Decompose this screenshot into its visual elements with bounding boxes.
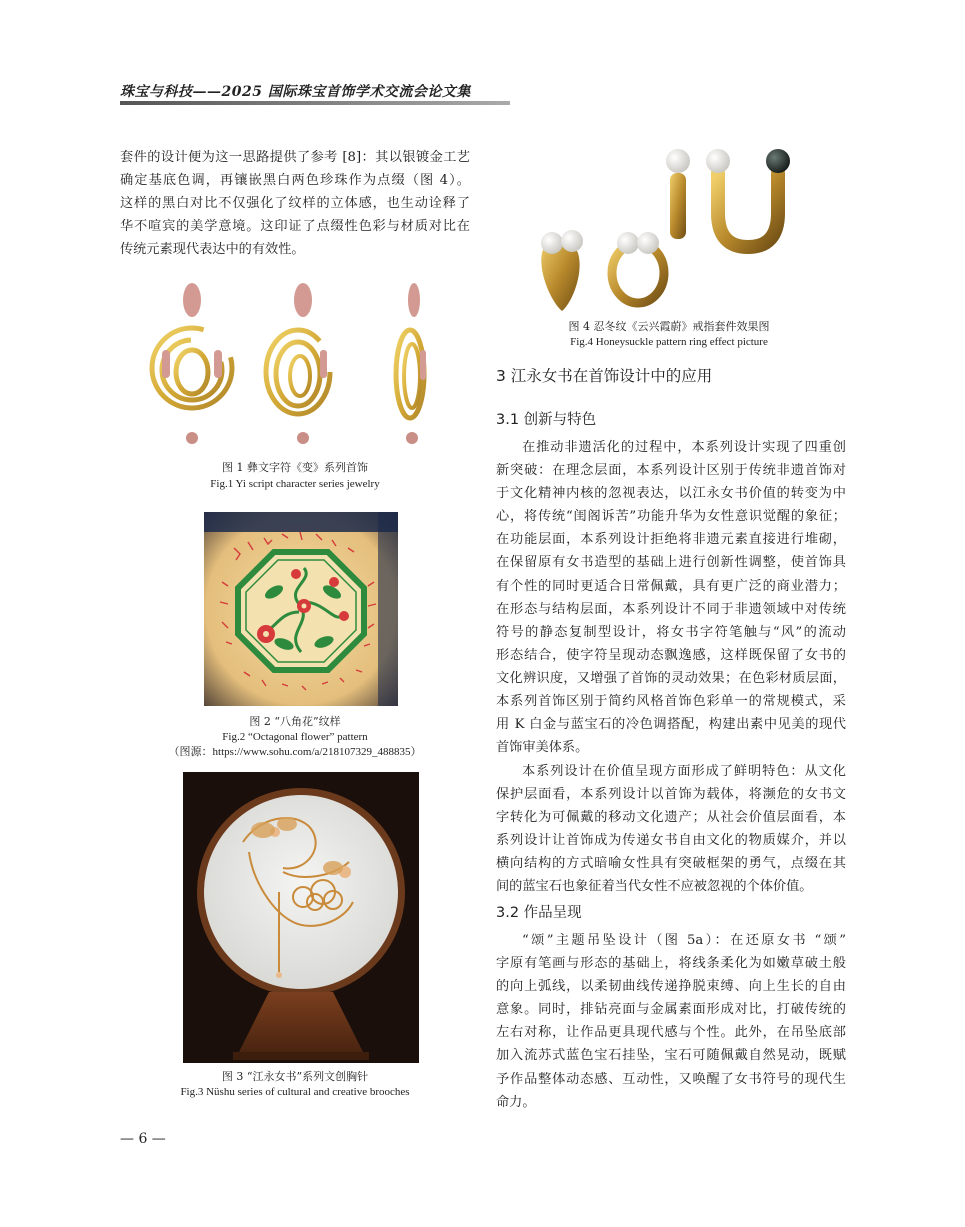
text-line: 命力。 [496, 1094, 536, 1110]
text-line: 加入流苏式蓝色宝石挂坠，宝石可随佩戴自然晃动，既赋 [496, 1048, 846, 1064]
octagonal-flower-illustration [204, 512, 398, 706]
text-line: 予作品整体动态感、互动性，又唤醒了女书符号的现代生 [496, 1071, 846, 1087]
figure-2-caption-en: Fig.2 “Octagonal flower” pattern [222, 731, 368, 743]
text-line: 字转化为可佩戴的移动文化遗产；从社会价值层面看，本 [496, 810, 846, 826]
figure-4-caption-en: Fig.4 Honeysuckle pattern ring effect picture [570, 336, 768, 348]
running-header-text: 珠宝与科技——2025 国际珠宝首饰学术交流会论文集 [120, 84, 471, 100]
text-line: 符号的静态复制型设计，将女书字符笔触与“风”的流动 [496, 624, 846, 640]
text-line: 间的蓝宝石也象征着当代女性不应被忽视的个体价值。 [496, 879, 813, 895]
text-line: 保护层面看，本系列设计以首饰为载体，将濒危的女书文 [496, 787, 846, 803]
text-line: 在功能层面，本系列设计拒绝将非遗元素直接进行堆砌， [496, 532, 846, 548]
text-line: 新突破：在理念层面，本系列设计区别于传统非遗首饰对 [496, 463, 846, 479]
text-line: 套件的设计便为这一思路提供了参考 [8]：其以银镀金工艺 [120, 150, 470, 165]
text-line: 横向结构的方式暗喻女性具有突破框架的勇气，点缀在其 [496, 856, 846, 872]
subsection-3-1-title: 3.1 创新与特色 [496, 412, 597, 428]
figure-2-caption-cn: 图 2 “八角花”纹样 [249, 715, 341, 728]
figure-1-caption-cn: 图 1 彝文字符《变》系列首饰 [222, 461, 368, 474]
text-line: 华不喧宾的美学意境。这印证了点缀性色彩与材质对比在 [120, 219, 470, 235]
figure-2-source: （图源：https://www.sohu.com/a/218107329_488835） [168, 746, 422, 758]
text-line: 传统元素现代表达中的有效性。 [120, 242, 305, 258]
text-line: 于文化精神内核的忽视表达，以江永女书价值的转变为中 [496, 486, 846, 502]
figure-3-caption-en: Fig.3 Nüshu series of cultural and creative brooches [180, 1086, 410, 1098]
text-line: 在推动非遗活化的过程中，本系列设计实现了四重创 [522, 440, 846, 455]
text-line: 在保留原有女书造型的基础上进行创新性调整，使首饰具 [496, 555, 846, 571]
text-line: 本系列设计在价值呈现方面形成了鲜明特色：从文化 [522, 764, 846, 779]
figure-1-earrings [120, 278, 470, 453]
section-3-1-paragraph-1 [496, 436, 846, 759]
text-line: 用 K 白金与蓝宝石的冷色调搭配，构建出素中见美的现代 [496, 717, 846, 733]
page-number: — 6 — [120, 1131, 166, 1147]
text-line: 本系列首饰区别于简约风格首饰色彩单一的常规模式，采 [496, 694, 846, 710]
section-3-title: 3 江永女书在首饰设计中的应用 [496, 367, 713, 385]
text-line: 在形态与结构层面，本系列设计不同于非遗领域中对传统 [496, 601, 846, 617]
section-3-2-paragraph-1 [496, 929, 846, 1114]
text-line: “颂”主题吊坠设计（图 5a）：在还原女书 “颂” [522, 933, 846, 948]
text-line: 首饰审美体系。 [496, 740, 589, 756]
brooch-illustration [183, 772, 419, 1063]
text-line: 确定基底色调，再镶嵌黑白两色珍珠作为点缀（图 4）。 [120, 173, 470, 189]
figure-4-rings [528, 143, 810, 313]
subsection-3-2-title: 3.2 作品呈现 [496, 905, 582, 921]
text-line: 形态结合，使字符呈现动态飘逸感，这样既保留了女书的 [496, 647, 846, 663]
text-line: 意象。同时，排钻亮面与金属素面形成对比，打破传统的 [496, 1002, 846, 1018]
header-rule [120, 101, 510, 105]
text-line: 字原有笔画与形态的基础上，将线条柔化为如嫩草破土般 [496, 956, 846, 972]
text-line: 心，将传统“闺阁诉苦”功能升华为女性意识觉醒的象征； [496, 509, 846, 525]
figure-3-brooch [183, 772, 419, 1063]
section-3-1-paragraph-2 [496, 760, 846, 899]
figure-1-caption-en: Fig.1 Yi script character series jewelry [210, 478, 380, 490]
text-line: 有个性的同时更适合日常佩戴，具有更广泛的商业潜力； [496, 578, 846, 594]
figure-3-caption-cn: 图 3 “江永女书”系列文创胸针 [221, 1070, 369, 1083]
text-line: 文化辨识度，又增强了首饰的灵动效果；在色彩材质层面， [496, 670, 846, 686]
intro-paragraph [120, 146, 470, 261]
text-line: 的向上弧线，以柔韧曲线传递挣脱束缚、向上生长的自由 [496, 979, 846, 995]
text-line: 这样的黑白对比不仅强化了纹样的立体感，也生动诠释了 [120, 196, 470, 212]
rings-illustration [528, 143, 810, 313]
running-header [120, 81, 510, 105]
text-line: 左右对称，让作品更具现代感与个性。此外，在吊坠底部 [496, 1025, 846, 1041]
text-line: 系列设计让首饰成为传递女书自由文化的物质媒介，并以 [496, 833, 846, 849]
figure-4-caption-cn: 图 4 忍冬纹《云兴霞蔚》戒指套件效果图 [568, 320, 770, 333]
figure-2-octagonal-flower [204, 512, 398, 706]
earrings-illustration [120, 278, 470, 453]
